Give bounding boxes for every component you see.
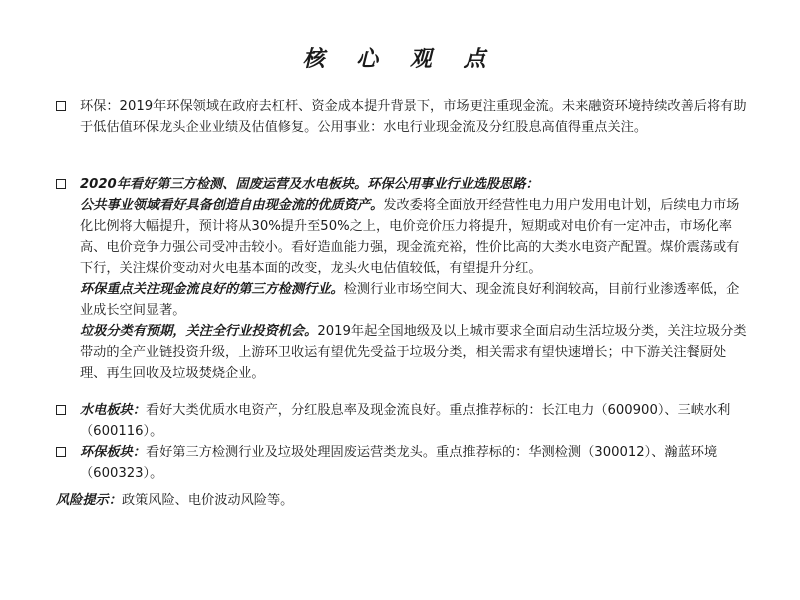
bullet-overview <box>56 96 750 138</box>
testing-body: 检测行业市场空间大、现金流良好利润较高，目前行业渗透率低，企业成长空间显著。 <box>80 282 740 318</box>
environmental-text <box>80 442 750 484</box>
risk-note <box>56 490 756 511</box>
square-bullet-icon <box>56 447 66 457</box>
square-bullet-icon <box>56 405 66 415</box>
page-title: 核 心 观 点 <box>302 47 498 72</box>
risk-heading: 风险提示： <box>56 493 122 508</box>
testing-paragraph <box>80 279 750 321</box>
square-bullet-icon <box>56 101 66 111</box>
utility-heading: 公共事业领域看好具备创造自由现金流的优质资产。 <box>80 198 384 213</box>
bullet-2020-outlook <box>56 174 750 384</box>
utility-body: 发改委将全面放开经营性电力用户发用电计划，后续电力市场化比例将大幅提升，预计将从30%提升至50%之上，电价竞价压力将提升，短期或对电价有一定冲击，市场化率高、电价竞争力强公司受冲击较小。看好造血能力强，现金流充裕，性价比高的大类水电资产配置。煤价震荡或有下行，关注煤价变动对火电基本面的改变，龙头火电估值较低，有望提升分红。 <box>80 198 740 276</box>
waste-paragraph <box>80 321 750 384</box>
testing-heading: 环保重点关注现金流良好的第三方检测行业。 <box>80 282 344 297</box>
waste-heading: 垃圾分类有预期，关注全行业投资机会。 <box>80 324 318 339</box>
outlook-heading: 2020年看好第三方检测、固废运营及水电板块。环保公用事业行业选股思路： <box>80 177 539 192</box>
hydropower-heading: 水电板块： <box>80 403 146 418</box>
hydropower-body: 看好大类优质水电资产，分红股息率及现金流良好。重点推荐标的：长江电力（600900）、三峡水利（600116）。 <box>80 403 731 439</box>
utility-paragraph <box>80 195 750 279</box>
overview-text: 环保：2019年环保领域在政府去杠杆、资金成本提升背景下，市场更注重现金流。未来融资环境持续改善后将有助于低估值环保龙头企业业绩及估值修复。公用事业：水电行业现金流及分红股息高值得重点关注。 <box>80 99 747 135</box>
hydropower-text <box>80 400 750 442</box>
square-bullet-icon <box>56 179 66 189</box>
bullet-environmental <box>56 442 750 484</box>
risk-body: 政策风险、电价波动风险等。 <box>121 493 294 508</box>
environmental-body: 看好第三方检测行业及垃圾处理固废运营类龙头。重点推荐标的：华测检测（300012）、瀚蓝环境（600323）。 <box>80 445 718 481</box>
environmental-heading: 环保板块： <box>80 445 146 460</box>
outlook-block <box>80 174 750 384</box>
waste-body: 2019年起全国地级及以上城市要求全面启动生活垃圾分类，关注垃圾分类带动的全产业链投资升级，上游环卫收运有望优先受益于垃圾分类，相关需求有望快速增长；中下游关注餐厨处理、再生回收及垃圾焚烧企业。 <box>80 324 747 381</box>
bullet-hydropower <box>56 400 750 442</box>
